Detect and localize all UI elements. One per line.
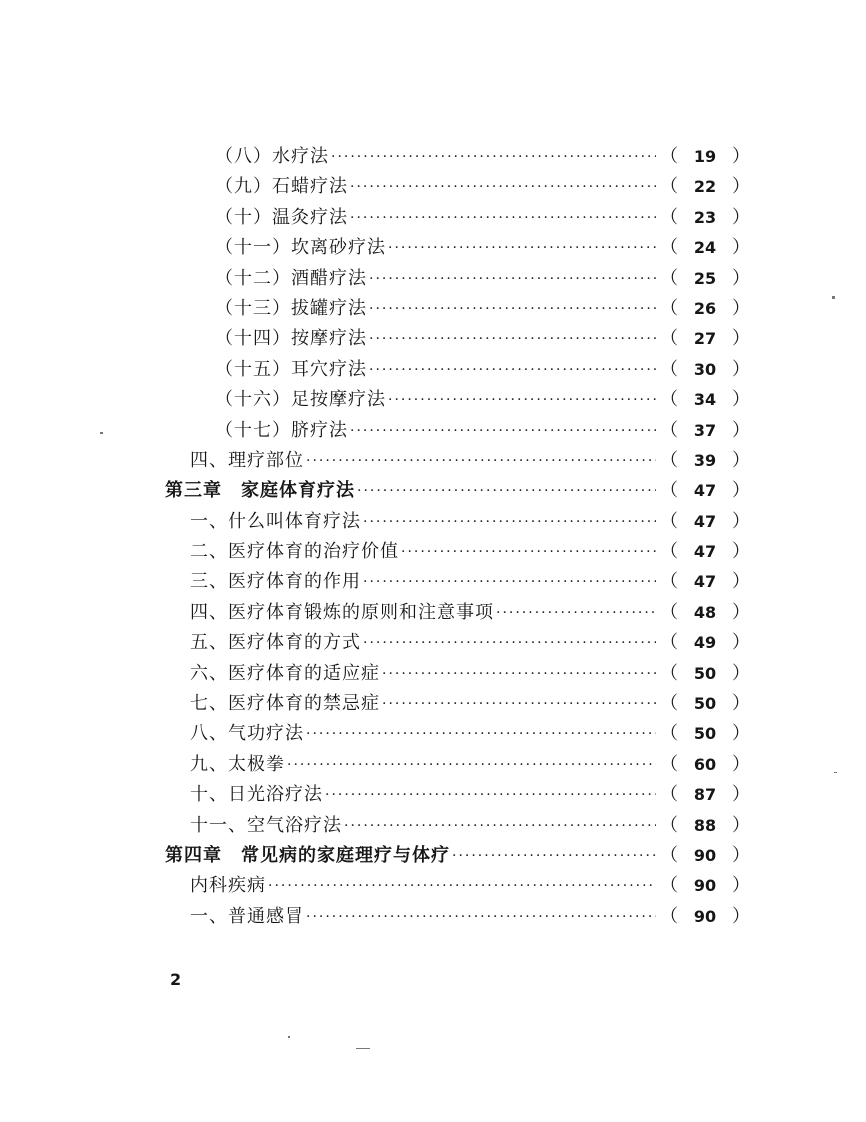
toc-entry-title: 内科疾病 — [190, 875, 266, 897]
close-paren: ） — [732, 176, 750, 198]
open-paren: （ — [660, 541, 678, 563]
toc-entry-title: 十、日光浴疗法 — [190, 784, 323, 806]
toc-entry-title: 十一、空气浴疗法 — [190, 814, 342, 836]
dot-leader — [325, 780, 656, 810]
dot-leader — [363, 628, 656, 658]
table-of-contents — [0, 142, 866, 932]
toc-entry-page: 34 — [693, 390, 717, 410]
toc-entry-title: 第三章 家庭体育疗法 — [165, 480, 355, 502]
close-paren: ） — [732, 449, 750, 471]
toc-entry-title: 三、医疗体育的作用 — [190, 571, 361, 593]
toc-entry — [0, 172, 866, 202]
toc-entry-leader-group — [215, 385, 656, 415]
toc-entry — [0, 233, 866, 263]
dot-leader — [350, 172, 656, 202]
toc-entry — [0, 264, 866, 294]
toc-entry-title: 六、医疗体育的适应症 — [190, 662, 380, 684]
dot-leader — [287, 750, 656, 780]
dot-leader — [388, 385, 656, 415]
close-paren: ） — [732, 662, 750, 684]
dot-leader — [369, 264, 656, 294]
toc-entry-title: （十二）酒醋疗法 — [215, 267, 367, 289]
toc-entry-page: 22 — [693, 177, 717, 197]
toc-entry-page: 25 — [693, 268, 717, 288]
toc-entry-page: 30 — [693, 359, 717, 379]
toc-entry-title: 五、医疗体育的方式 — [190, 632, 361, 654]
close-paren: ） — [732, 267, 750, 289]
close-paren: ） — [732, 389, 750, 411]
toc-entry-title: （十一）坎离砂疗法 — [215, 237, 386, 259]
dot-leader — [369, 324, 656, 354]
dot-leader — [388, 233, 656, 263]
toc-entry-title: 一、什么叫体育疗法 — [190, 510, 361, 532]
open-paren: （ — [660, 328, 678, 350]
toc-entry-leader-group — [215, 264, 656, 294]
toc-entry-title: 四、理疗部位 — [190, 449, 304, 471]
toc-entry-leader-group — [190, 750, 656, 780]
open-paren: （ — [660, 206, 678, 228]
dot-leader — [306, 446, 656, 476]
toc-entry-page: 87 — [693, 785, 717, 805]
toc-entry — [0, 811, 866, 841]
open-paren: （ — [660, 297, 678, 319]
toc-entry-page: 50 — [693, 694, 717, 714]
toc-entry-title: 九、太极拳 — [190, 753, 285, 775]
toc-entry-leader-group — [190, 719, 656, 749]
close-paren: ） — [732, 510, 750, 532]
toc-entry-leader-group — [215, 324, 656, 354]
toc-entry — [0, 355, 866, 385]
toc-entry-title: 四、医疗体育锻炼的原则和注意事项 — [190, 601, 494, 623]
toc-entry — [0, 902, 866, 932]
toc-entry-page: 49 — [693, 633, 717, 653]
dot-leader — [268, 871, 656, 901]
toc-entry-leader-group — [215, 142, 656, 172]
toc-entry-title: （十六）足按摩疗法 — [215, 389, 386, 411]
close-paren: ） — [732, 297, 750, 319]
toc-entry-leader-group — [190, 446, 656, 476]
toc-entry-title: （十五）耳穴疗法 — [215, 358, 367, 380]
toc-entry — [0, 598, 866, 628]
toc-entry-leader-group — [165, 841, 656, 871]
open-paren: （ — [660, 510, 678, 532]
page-number: 2 — [170, 970, 182, 989]
toc-entry-leader-group — [165, 476, 656, 506]
toc-entry-title: （十三）拔罐疗法 — [215, 297, 367, 319]
toc-entry-title: （十）温灸疗法 — [215, 206, 348, 228]
open-paren: （ — [660, 723, 678, 745]
toc-entry-page: 47 — [693, 511, 717, 531]
toc-entry-leader-group — [215, 172, 656, 202]
close-paren: ） — [732, 693, 750, 715]
open-paren: （ — [660, 176, 678, 198]
toc-entry-title: 二、医疗体育的治疗价值 — [190, 541, 399, 563]
toc-entry — [0, 294, 866, 324]
open-paren: （ — [660, 358, 678, 380]
dot-leader — [306, 902, 656, 932]
dot-leader — [496, 598, 656, 628]
toc-entry-page: 26 — [693, 298, 717, 318]
close-paren: ） — [732, 206, 750, 228]
dot-leader — [369, 294, 656, 324]
toc-entry — [0, 476, 866, 506]
open-paren: （ — [660, 389, 678, 411]
toc-entry-leader-group — [190, 902, 656, 932]
toc-entry-leader-group — [190, 628, 656, 658]
toc-entry-page: 23 — [693, 207, 717, 227]
close-paren: ） — [732, 814, 750, 836]
open-paren: （ — [660, 146, 678, 167]
toc-entry — [0, 203, 866, 233]
dot-leader — [363, 567, 656, 597]
scan-speck — [100, 432, 103, 434]
open-paren: （ — [660, 662, 678, 684]
toc-entry — [0, 385, 866, 415]
dot-leader — [382, 659, 656, 689]
toc-entry-page: 60 — [693, 754, 717, 774]
open-paren: （ — [660, 267, 678, 289]
close-paren: ） — [732, 146, 750, 167]
close-paren: ） — [732, 571, 750, 593]
toc-entry — [0, 324, 866, 354]
dot-leader — [331, 142, 656, 172]
toc-entry — [0, 750, 866, 780]
toc-entry-leader-group — [215, 294, 656, 324]
toc-entry-leader-group — [190, 780, 656, 810]
toc-entry-page: 24 — [693, 238, 717, 258]
toc-entry-page: 90 — [693, 845, 717, 865]
close-paren: ） — [732, 784, 750, 806]
close-paren: ） — [732, 358, 750, 380]
toc-entry-leader-group — [190, 507, 656, 537]
close-paren: ） — [732, 328, 750, 350]
toc-entry-leader-group — [215, 416, 656, 446]
toc-entry-page: 37 — [693, 420, 717, 440]
toc-entry-leader-group — [190, 659, 656, 689]
open-paren: （ — [660, 844, 678, 866]
toc-entry — [0, 871, 866, 901]
open-paren: （ — [660, 237, 678, 259]
open-paren: （ — [660, 419, 678, 441]
scan-speck — [356, 1048, 370, 1049]
open-paren: （ — [660, 693, 678, 715]
open-paren: （ — [660, 449, 678, 471]
open-paren: （ — [660, 905, 678, 927]
close-paren: ） — [732, 844, 750, 866]
open-paren: （ — [660, 601, 678, 623]
dot-leader — [350, 203, 656, 233]
toc-entry — [0, 719, 866, 749]
dot-leader — [344, 811, 656, 841]
close-paren: ） — [732, 237, 750, 259]
open-paren: （ — [660, 480, 678, 502]
close-paren: ） — [732, 723, 750, 745]
toc-entry — [0, 841, 866, 871]
scan-speck — [832, 296, 835, 299]
dot-leader — [306, 719, 656, 749]
open-paren: （ — [660, 814, 678, 836]
toc-entry-page: 39 — [693, 450, 717, 470]
toc-entry-page: 90 — [693, 906, 717, 926]
toc-entry-leader-group — [190, 811, 656, 841]
dot-leader — [363, 507, 656, 537]
close-paren: ） — [732, 541, 750, 563]
toc-entry-title: 第四章 常见病的家庭理疗与体疗 — [165, 844, 450, 866]
toc-entry — [0, 659, 866, 689]
close-paren: ） — [732, 753, 750, 775]
toc-entry-leader-group — [215, 355, 656, 385]
toc-entry — [0, 567, 866, 597]
dot-leader — [452, 841, 656, 871]
open-paren: （ — [660, 753, 678, 775]
toc-entry — [0, 446, 866, 476]
toc-entry-page: 88 — [693, 815, 717, 835]
toc-entry-page: 48 — [693, 602, 717, 622]
toc-entry-page: 47 — [693, 542, 717, 562]
toc-entry-leader-group — [215, 233, 656, 263]
toc-entry-leader-group — [215, 203, 656, 233]
open-paren: （ — [660, 571, 678, 593]
dot-leader — [369, 355, 656, 385]
dot-leader — [382, 689, 656, 719]
toc-entry-title: （八）水疗法 — [215, 146, 329, 167]
close-paren: ） — [732, 905, 750, 927]
close-paren: ） — [732, 601, 750, 623]
toc-entry-title: 一、普通感冒 — [190, 905, 304, 927]
toc-entry-leader-group — [190, 871, 656, 901]
toc-entry — [0, 780, 866, 810]
close-paren: ） — [732, 419, 750, 441]
dot-leader — [350, 416, 656, 446]
close-paren: ） — [732, 480, 750, 502]
toc-entry-title: （十四）按摩疗法 — [215, 328, 367, 350]
toc-entry-page: 50 — [693, 724, 717, 744]
toc-entry — [0, 537, 866, 567]
toc-entry — [0, 142, 866, 172]
close-paren: ） — [732, 632, 750, 654]
toc-entry-title: （十七）脐疗法 — [215, 419, 348, 441]
toc-entry — [0, 507, 866, 537]
dot-leader — [401, 537, 656, 567]
toc-entry-title: （九）石蜡疗法 — [215, 176, 348, 198]
toc-entry-title: 八、气功疗法 — [190, 723, 304, 745]
toc-entry-leader-group — [190, 598, 656, 628]
toc-entry-page: 90 — [693, 876, 717, 896]
scan-speck — [834, 772, 837, 773]
toc-entry-page: 47 — [693, 572, 717, 592]
toc-entry-leader-group — [190, 567, 656, 597]
toc-entry-title: 七、医疗体育的禁忌症 — [190, 693, 380, 715]
toc-entry-page: 27 — [693, 329, 717, 349]
toc-entry — [0, 416, 866, 446]
close-paren: ） — [732, 875, 750, 897]
toc-entry-page: 19 — [693, 147, 717, 166]
open-paren: （ — [660, 784, 678, 806]
toc-entry-page: 50 — [693, 663, 717, 683]
toc-entry-leader-group — [190, 537, 656, 567]
toc-entry-page: 47 — [693, 481, 717, 501]
toc-entry — [0, 628, 866, 658]
dot-leader — [357, 476, 656, 506]
open-paren: （ — [660, 875, 678, 897]
toc-entry — [0, 689, 866, 719]
open-paren: （ — [660, 632, 678, 654]
scan-speck — [288, 1036, 290, 1038]
toc-entry-leader-group — [190, 689, 656, 719]
